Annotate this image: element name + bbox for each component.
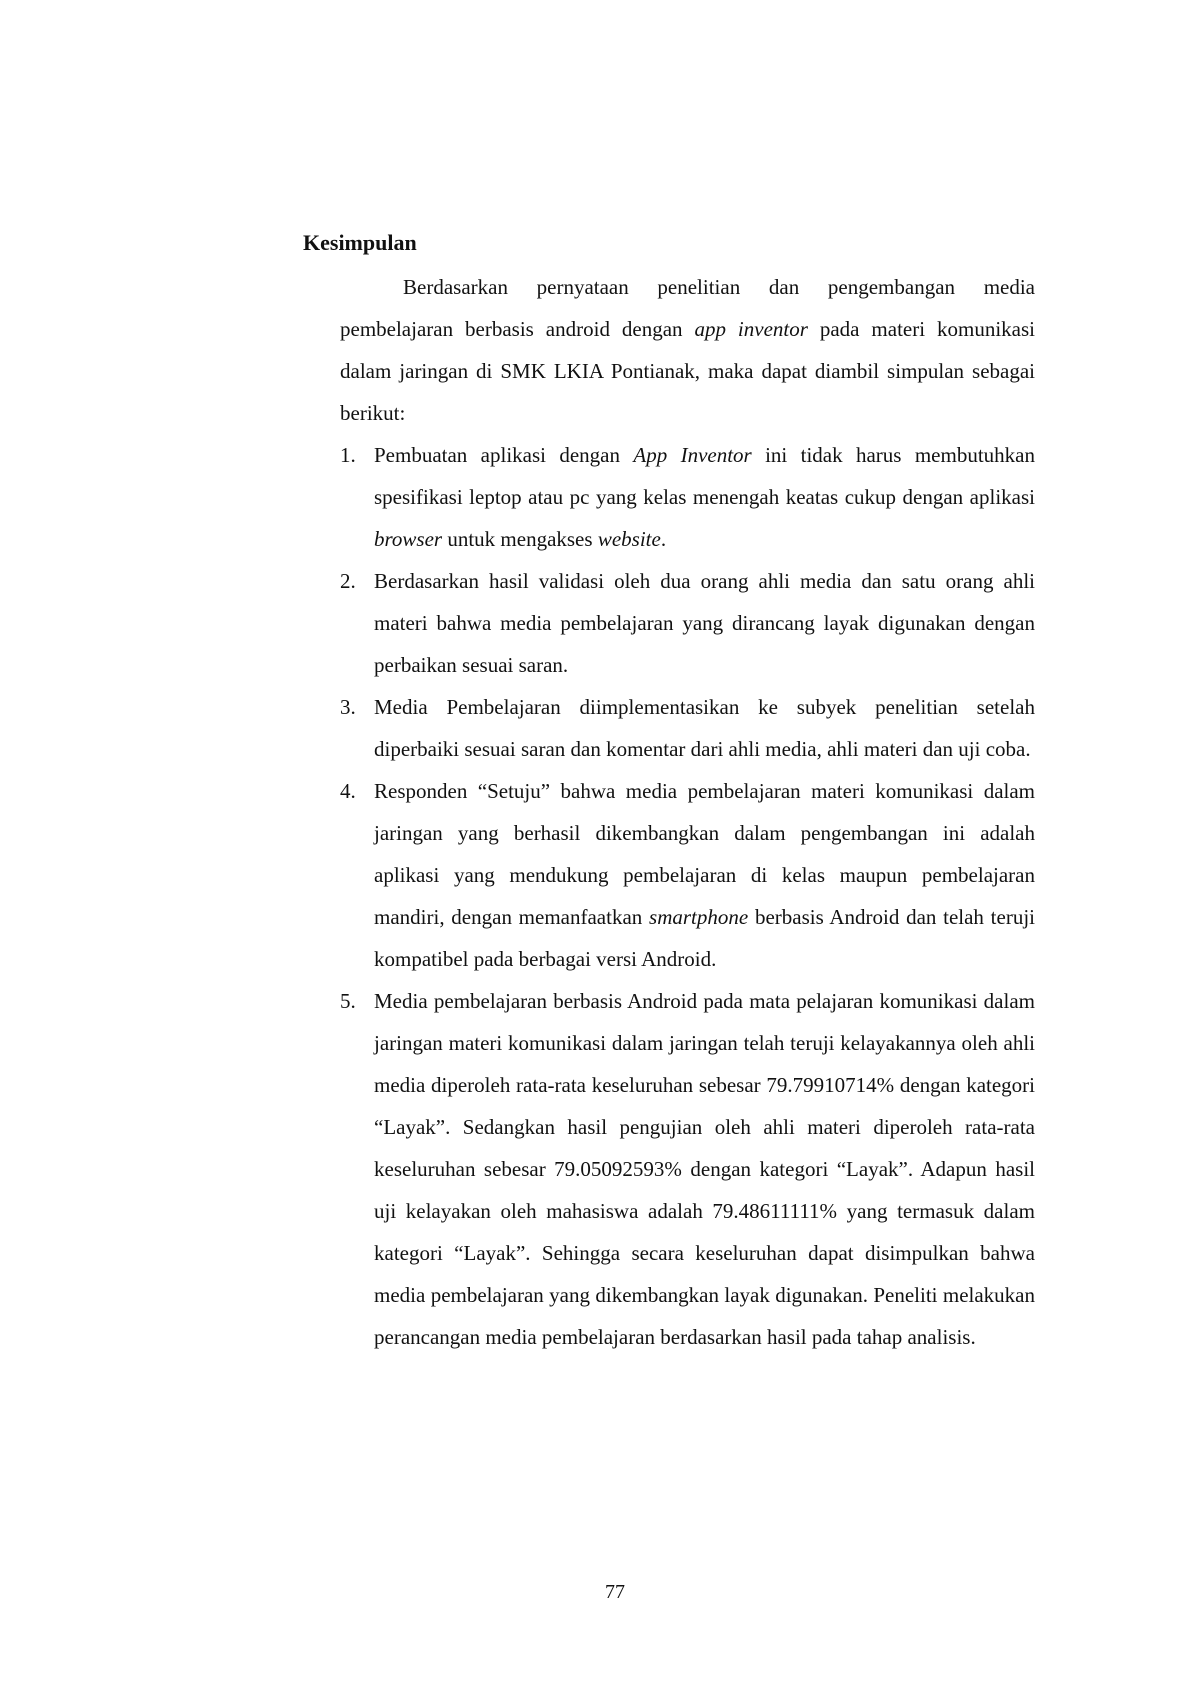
list-item xyxy=(340,434,1035,560)
list-item-text: Responden “Setuju” bahwa media pembelajaran materi komunikasi dalam jaringan yang berhasil dikembangkan dalam pengembangan ini adalah aplikasi yang mendukung pembelajaran di kelas maupun pembelajaran mandiri, dengan memanfaatkan xyxy=(374,779,1035,929)
list-item xyxy=(340,686,1035,770)
list-item-text: Pembuatan aplikasi dengan xyxy=(374,443,634,467)
list-item-emphasis: smartphone xyxy=(649,905,749,929)
conclusion-list xyxy=(340,434,1035,1358)
list-item-emphasis: browser xyxy=(374,527,443,551)
list-item-number: 3. xyxy=(340,695,356,719)
intro-paragraph xyxy=(340,266,1035,434)
list-item-text: Berdasarkan hasil validasi oleh dua orang ahli media dan satu orang ahli materi bahwa media pembelajaran yang dirancang layak digunakan dengan perbaikan sesuai saran. xyxy=(374,569,1035,677)
list-item-text: berbasis Android dan telah teruji kompatibel pada berbagai versi Android. xyxy=(374,905,1035,971)
list-item-number: 2. xyxy=(340,569,356,593)
document-body xyxy=(340,266,1035,1358)
list-item-number: 1. xyxy=(340,443,356,467)
list-item-text: ini tidak harus membutuhkan spesifikasi leptop atau pc yang kelas menengah keatas cukup dengan aplikasi xyxy=(374,443,1035,509)
list-item xyxy=(340,770,1035,980)
list-item-text: untuk mengakses xyxy=(442,527,598,551)
list-item-number: 4. xyxy=(340,779,356,803)
list-item xyxy=(340,980,1035,1358)
list-item-text: . xyxy=(660,527,667,551)
intro-text-1: Berdasarkan pernyataan penelitian dan pengembangan media pembelajaran berbasis android dengan xyxy=(340,275,1035,341)
intro-emphasis: app inventor xyxy=(694,317,808,341)
page-number: 77 xyxy=(605,1581,625,1603)
section-heading: Kesimpulan xyxy=(303,230,417,255)
list-item-text: Media Pembelajaran diimplementasikan ke subyek penelitian setelah diperbaiki sesuai saran dan komentar dari ahli media, ahli materi dan uji coba. xyxy=(374,695,1035,761)
intro-text-2: pada materi komunikasi dalam jaringan di SMK LKIA Pontianak, maka dapat diambil simpulan sebagai berikut: xyxy=(340,317,1036,425)
list-item-text: Media pembelajaran berbasis Android pada mata pelajaran komunikasi dalam jaringan materi komunikasi dalam jaringan telah teruji kelayakannya oleh ahli media diperoleh rata-rata keseluruhan sebesar 79.79910714% dengan kategori “Layak”. Sedangkan hasil pengujian oleh ahli materi diperoleh rata-rata keseluruhan sebesar 79.05092593% dengan kategori “Layak”. Adapun hasil uji kelayakan oleh mahasiswa adalah 79.48611111% yang termasuk dalam kategori “Layak”. Sehingga secara keseluruhan dapat disimpulkan bahwa media pembelajaran yang dikembangkan layak digunakan. Peneliti melakukan perancangan media pembelajaran berdasarkan hasil pada tahap analisis. xyxy=(374,989,1035,1349)
list-item-emphasis: website xyxy=(597,527,661,551)
list-item xyxy=(340,560,1035,686)
list-item-emphasis: App Inventor xyxy=(633,443,752,467)
list-item-number: 5. xyxy=(340,989,356,1013)
